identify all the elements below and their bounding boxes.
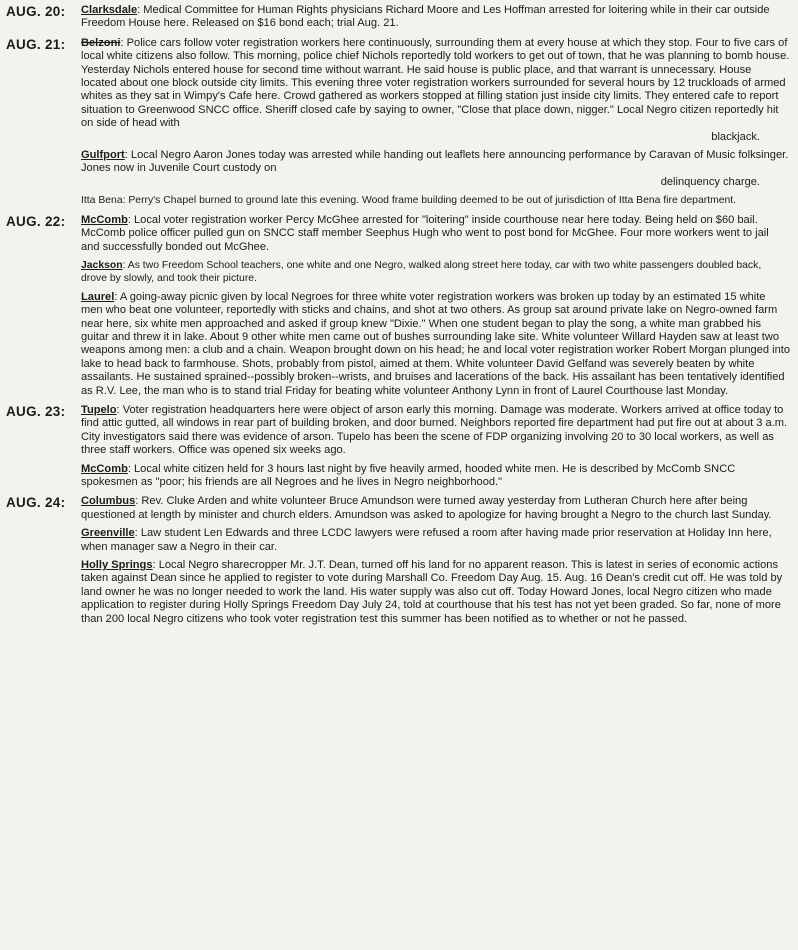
entry-mccomb: McComb: Local voter registration worker Percy McGhee arrested for "loitering" inside courthouse near here today. Being held on $60 bail. McComb police officer pulled gun on SNCC staff member Seephus Hugh who went to post bond for McGhee. Four more workers went to jail and successfully bonded out McGhee.: [81, 213, 769, 253]
place-name: McComb: [81, 462, 128, 475]
entry-text: Law student Len Edwards and three LCDC lawyers were refused a room after having made prior reservation at Holiday Inn here, when manager saw a Negro in their car.: [81, 527, 772, 553]
entry-gulfport: Gulfport: Local Negro Aaron Jones today was arrested while handing out leaflets here announcing performance by Caravan of Music folksinger. Jones now in Juvenile Court custody on delinquency charge.: [81, 149, 789, 188]
day-aug-20: [4, 4, 790, 31]
entry-clarksdale: Clarksdale: Medical Committee for Human Rights physicians Richard Moore and Les Hoffman arrested for loitering while in their car outside Freedom House here. Released on $16 bond each; trial Aug. 21.: [81, 4, 770, 30]
entry-tail: delinquency charge.: [660, 175, 760, 188]
day-aug-24: [4, 495, 790, 626]
place-name: Itta Bena: [81, 195, 123, 207]
place-name: Tupelo: [81, 403, 117, 416]
entry-mccomb-2: McComb: Local white citizen held for 3 hours last night by five heavily armed, hooded white men. He is described by McComb SNCC spokesmen as "poor; his friends are all Negroes and he lives in Negro neighborhood.": [81, 462, 736, 488]
day-aug-23: [4, 404, 790, 489]
date-label: AUG. 21:: [6, 36, 66, 52]
entry-tupelo: Tupelo: Voter registration headquarters here were object of arson early this morning. Damage was moderate. Workers arrived at office today to find attic gutted, all windows in rear part of building broken, and door burned. Neighbors reported fire department had put fire out at about 3 a.m. City investigators said there was evidence of arson. Tupelo has been the scene of FDP organizing involving 20 to 30 local workers, as well as three staff workers. Office was opened six weeks ago.: [81, 403, 788, 457]
entry-columbus: Columbus: Rev. Cluke Arden and white volunteer Bruce Amundson were turned away yesterday from Lutheran Church here after being questioned at length by minister and church elders. Amundson was asked to apologize for having brought a Negro to the church last Sunday.: [81, 495, 772, 521]
entry-text: As two Freedom School teachers, one white and one Negro, walked along street here today, car with two white passengers doubled back, drove by slowly, and took their picture.: [81, 259, 762, 285]
entry-text: Local white citizen held for 3 hours last night by five heavily armed, hooded white men. He is described by McComb SNCC spokesmen as "poor; his friends are all Negroes and he lives in Negro neighborhood.": [81, 462, 736, 488]
entry-itta-bena: Itta Bena: Perry's Chapel burned to ground late this evening. Wood frame building deemed to be out of jurisdiction of Itta Bena fire department.: [81, 195, 737, 207]
place-name: Laurel: [81, 290, 115, 303]
entry-text: Voter registration headquarters here were object of arson early this morning. Damage was moderate. Workers arrived at office today to find attic gutted, all windows in rear part of building broken, and door burned. Neighbors reported fire department had put fire out at about 3 a.m. City investigators said there was evidence of arson. Tupelo has been the scene of FDP organizing involving 20 to 30 local workers, as well as three staff workers. Office was opened six weeks ago.: [81, 403, 788, 457]
entry-holly-springs: Holly Springs: Local Negro sharecropper Mr. J.T. Dean, turned off his land for no apparent reason. This is latest in series of economic actions taken against Dean since he applied to register to vote during Marshall Co. Freedom Day Aug. 15. Aug. 16 Dean's credit cut off. He was told by land owner he was no longer needed to work the land. His water supply was also cut off. Today Howard Jones, local Negro citizen who made application to register during Holly Springs Freedom Day July 24, told at courthouse that his test has not yet been graded. So far, none of more than 200 local Negro citizens who took voter registration test this summer has been notified as to whether or not he passed.: [81, 559, 783, 625]
day-aug-21: [4, 37, 790, 208]
entry-jackson: Jackson: As two Freedom School teachers, one white and one Negro, walked along street here today, car with two white passengers doubled back, drove by slowly, and took their picture.: [81, 259, 762, 285]
date-label: AUG. 24:: [6, 495, 66, 511]
place-name: McComb: [81, 213, 128, 226]
day-aug-22: [4, 214, 790, 398]
entry-greenville: Greenville: Law student Len Edwards and three LCDC lawyers were refused a room after having made prior reservation at Holiday Inn here, when manager saw a Negro in their car.: [81, 527, 772, 553]
place-name: Gulfport: [81, 149, 125, 162]
place-name: Greenville: [81, 527, 135, 540]
place-name: Holly Springs: [81, 559, 153, 572]
entry-text: Medical Committee for Human Rights physicians Richard Moore and Les Hoffman arrested for loitering while in their car outside Freedom House here. Released on $16 bond each; trial Aug. 21.: [81, 4, 770, 30]
entry-text: Perry's Chapel burned to ground late this evening. Wood frame building deemed to be out of jurisdiction of Itta Bena fire department.: [128, 195, 737, 207]
entry-text: A going-away picnic given by local Negroes for three white voter registration workers was broken up today by an estimated 15 white men who beat one volunteer, reportedly with sticks and chains, and shot at two others. As group sat around private lake on Negro-owned farm near here, six white men approached and asked if group knew "Dixie." When one student began to play the song, a white man grabbed his guitar and threw it in lake. About 9 other white men came out of bushes surrounding lake site. White volunteer Willard Hayden saw at least two weapons among men: a club and a chain. Weapon brought down on his head; he and local voter registration worker Robert Morgan plunged into lake to head back to farmhouse. Shots, probably from pistol, aimed at them. White volunteer David Gelfand was severely beaten by white assailants. He sustained sprained--possibly broken--wrists, and bruises and lacerations of the back. His assailant has been tentatively identified as R.V. Lee, the man who is to stand trial Friday for beating white volunteer Anthony Lynn in front of Laurel Courthouse last Monday.: [81, 290, 791, 397]
place-name: Columbus: [81, 495, 136, 508]
entry-text: Local Negro Aaron Jones today was arrested while handing out leaflets here announcing performance by Caravan of Music folksinger. Jones now in Juvenile Court custody on: [81, 149, 789, 175]
place-name: Jackson: [81, 259, 123, 271]
place-name: Belzoni: [81, 36, 121, 49]
date-label: AUG. 23:: [6, 403, 66, 419]
place-name: Clarksdale: [81, 4, 138, 16]
entry-text: Local Negro sharecropper Mr. J.T. Dean, turned off his land for no apparent reason. This is latest in series of economic actions taken against Dean since he applied to register to vote during Marshall Co. Freedom Day Aug. 15. Aug. 16 Dean's credit cut off. He was told by land owner he was no longer needed to work the land. His water supply was also cut off. Today Howard Jones, local Negro citizen who made application to register during Holly Springs Freedom Day July 24, told at courthouse that his test has not yet been graded. So far, none of more than 200 local Negro citizens who took voter registration test this summer has been notified as to whether or not he passed.: [81, 559, 783, 625]
entry-text: Local voter registration worker Percy McGhee arrested for "loitering" inside courthouse near here today. Being held on $60 bail. McComb police officer pulled gun on SNCC staff member Seephus Hugh who went to post bond for McGhee. Four more workers went to jail and successfully bonded out McGhee.: [81, 213, 769, 253]
date-label: AUG. 22:: [6, 213, 66, 229]
entry-text: Rev. Cluke Arden and white volunteer Bruce Amundson were turned away yesterday from Lutheran Church here after being questioned at length by minister and church elders. Amundson was asked to apologize for having brought a Negro to the church last Sunday.: [81, 495, 772, 521]
entry-belzoni: Belzoni: Police cars follow voter registration workers here continuously, surrounding them at every house at which they stop. Four to five cars of local white citizens also follow. This morning, police chief Nichols reportedly told workers to get out of town, that he was planning to bomb house. Yesterday Nichols entered house for second time without warrant. He said house is public place, and that warrant is unnecessary. House located about one block outside city limits. This evening three voter registration workers surrounded for several hours by 12 truckloads of armed whites as they sat in Wimpy's Cafe here. Crowd gathered as workers stopped at filling station just inside city limits. They entered cafe to report situation to Greenwood SNCC office. Sheriff closed cafe by saying to owner, "Close that place down, nigger." Local Negro citizen reportedly hit on side of head with blackjack.: [81, 36, 790, 143]
entry-laurel: Laurel: A going-away picnic given by local Negroes for three white voter registration workers was broken up today by an estimated 15 white men who beat one volunteer, reportedly with sticks and chains, and shot at two others. As group sat around private lake on Negro-owned farm near here, six white men approached and asked if group knew "Dixie." When one student began to play the song, a white man grabbed his guitar and threw it in lake. About 9 other white men came out of bushes surrounding lake site. White volunteer Willard Hayden saw at least two weapons among men: a club and a chain. Weapon brought down on his head; he and local voter registration worker Robert Morgan plunged into lake to head back to farmhouse. Shots, probably from pistol, aimed at them. White volunteer David Gelfand was severely beaten by white assailants. He sustained sprained--possibly broken--wrists, and bruises and lacerations of the back. His assailant has been tentatively identified as R.V. Lee, the man who is to stand trial Friday for beating white volunteer Anthony Lynn in front of Laurel Courthouse last Monday.: [81, 290, 791, 397]
entry-tail: blackjack.: [711, 130, 760, 143]
entry-text: Police cars follow voter registration workers here continuously, surrounding them at every house at which they stop. Four to five cars of local white citizens also follow. This morning, police chief Nichols reportedly told workers to get out of town, that he was planning to bomb house. Yesterday Nichols entered house for second time without warrant. He said house is public place, and that warrant is unnecessary. House located about one block outside city limits. This evening three voter registration workers surrounded for several hours by 12 truckloads of armed whites as they sat in Wimpy's Cafe here. Crowd gathered as workers stopped at filling station just inside city limits. They entered cafe to report situation to Greenwood SNCC office. Sheriff closed cafe by saying to owner, "Close that place down, nigger." Local Negro citizen reportedly hit on side of head with: [81, 36, 790, 130]
date-label: AUG. 20:: [6, 4, 66, 19]
